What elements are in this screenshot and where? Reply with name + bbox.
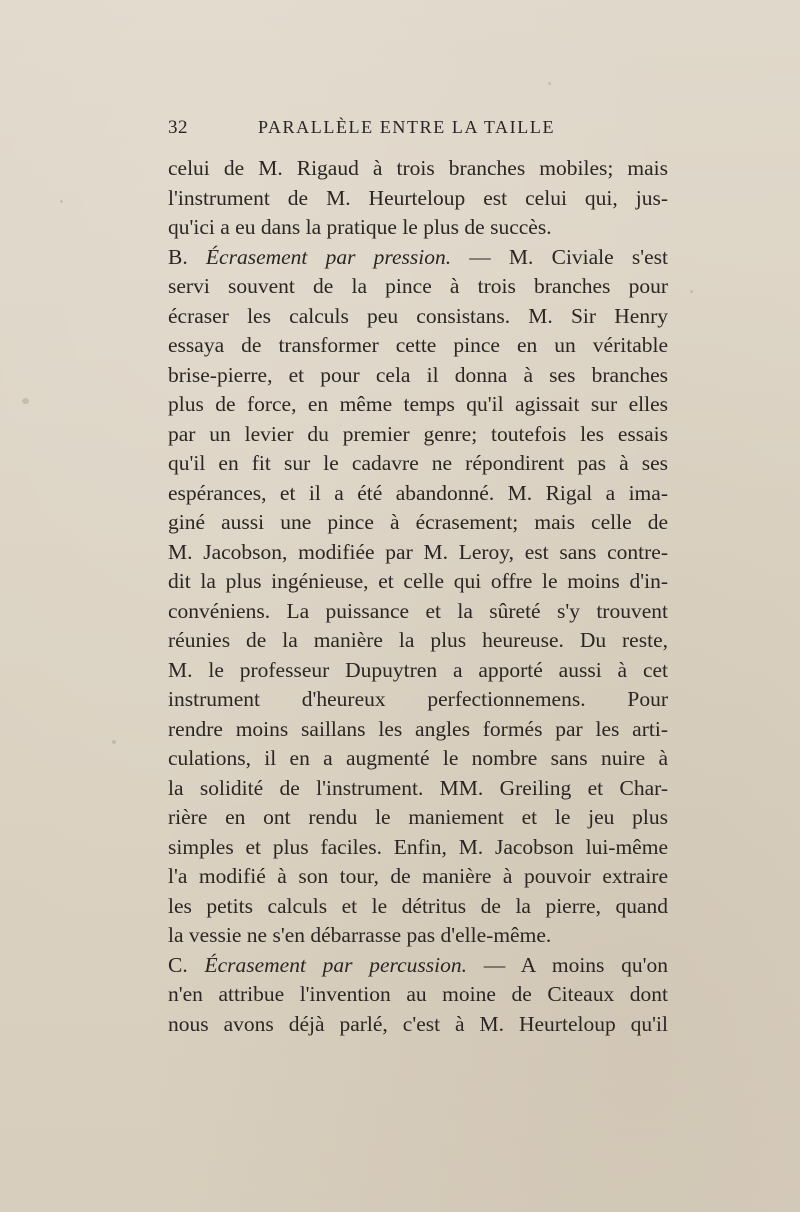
- section-rest-c: — A moins qu'on: [467, 952, 668, 977]
- body-text: [168, 154, 668, 1039]
- text-line: qu'ici a eu dans la pratique le plus de succès.: [168, 215, 552, 239]
- text-line: M. Jacobson, modifiée par M. Leroy, est sans contre-: [168, 539, 668, 564]
- text-line: simples et plus faciles. Enfin, M. Jacobson lui-même: [168, 834, 668, 859]
- text-line: instrument d'heureux perfectionnemens. Pour: [168, 687, 668, 711]
- text-line: par un levier du premier genre; toutefois les essais: [168, 421, 668, 446]
- paper-foxing-spot: [112, 740, 116, 744]
- text-line: rendre moins saillans les angles formés par les arti-: [168, 716, 668, 741]
- text-line: l'instrument de M. Heurteloup est celui qui, jus-: [168, 185, 668, 210]
- text-line: culations, il en a augmenté le nombre sans nuire à: [168, 746, 668, 770]
- section-heading-line-b: [168, 243, 668, 273]
- text-line: brise-pierre, et pour cela il donna à ses branches: [168, 362, 668, 387]
- text-line: convéniens. La puissance et la sûreté s'y trouvent: [168, 598, 668, 623]
- text-line: plus de force, en même temps qu'il agissait sur elles: [168, 392, 668, 416]
- text-line: n'en attribue l'invention au moine de Citeaux dont: [168, 982, 668, 1006]
- text-line: l'a modifié à son tour, de manière à pouvoir extraire: [168, 864, 668, 888]
- page-number: 32: [168, 117, 188, 138]
- page-header: [168, 117, 668, 143]
- section-rest-b: — M. Civiale s'est: [451, 244, 668, 269]
- text-line: celui de M. Rigaud à trois branches mobiles; mais: [168, 156, 668, 180]
- text-line: servi souvent de la pince à trois branches pour: [168, 274, 668, 298]
- paper-foxing-spot: [548, 82, 551, 85]
- section-heading-line-c: [168, 951, 668, 981]
- section-label-b: B.: [168, 244, 206, 269]
- running-head: PARALLÈLE ENTRE LA TAILLE: [258, 117, 556, 137]
- text-line: nous avons déjà parlé, c'est à M. Heurteloup qu'il: [168, 1011, 668, 1036]
- text-line: la vessie ne s'en débarrasse pas d'elle-même.: [168, 923, 552, 947]
- section-title-c: Écrasement par percussion.: [204, 952, 468, 977]
- paper-foxing-spot: [690, 290, 693, 293]
- text-line: espérances, et il a été abandonné. M. Rigal a ima-: [168, 480, 668, 505]
- paper-foxing-spot: [60, 200, 63, 203]
- text-line: réunies de la manière la plus heureuse. Du reste,: [168, 628, 668, 652]
- text-line: les petits calculs et le détritus de la pierre, quand: [168, 893, 668, 918]
- section-label-c: C.: [168, 952, 205, 977]
- text-line: dit la plus ingénieuse, et celle qui offre le moins d'in-: [168, 569, 668, 593]
- paper-foxing-spot: [22, 398, 29, 404]
- text-line: giné aussi une pince à écrasement; mais celle de: [168, 510, 668, 534]
- section-title-b: Écrasement par pression.: [205, 244, 452, 269]
- text-line: essaya de transformer cette pince en un véritable: [168, 333, 668, 357]
- text-line: M. le professeur Dupuytren a apporté aussi à cet: [168, 657, 668, 682]
- text-line: la solidité de l'instrument. MM. Greiling et Char-: [168, 775, 668, 800]
- text-line: rière en ont rendu le maniement et le jeu plus: [168, 805, 668, 829]
- text-line: qu'il en fit sur le cadavre ne répondirent pas à ses: [168, 451, 668, 475]
- text-line: écraser les calculs peu consistans. M. Sir Henry: [168, 303, 668, 328]
